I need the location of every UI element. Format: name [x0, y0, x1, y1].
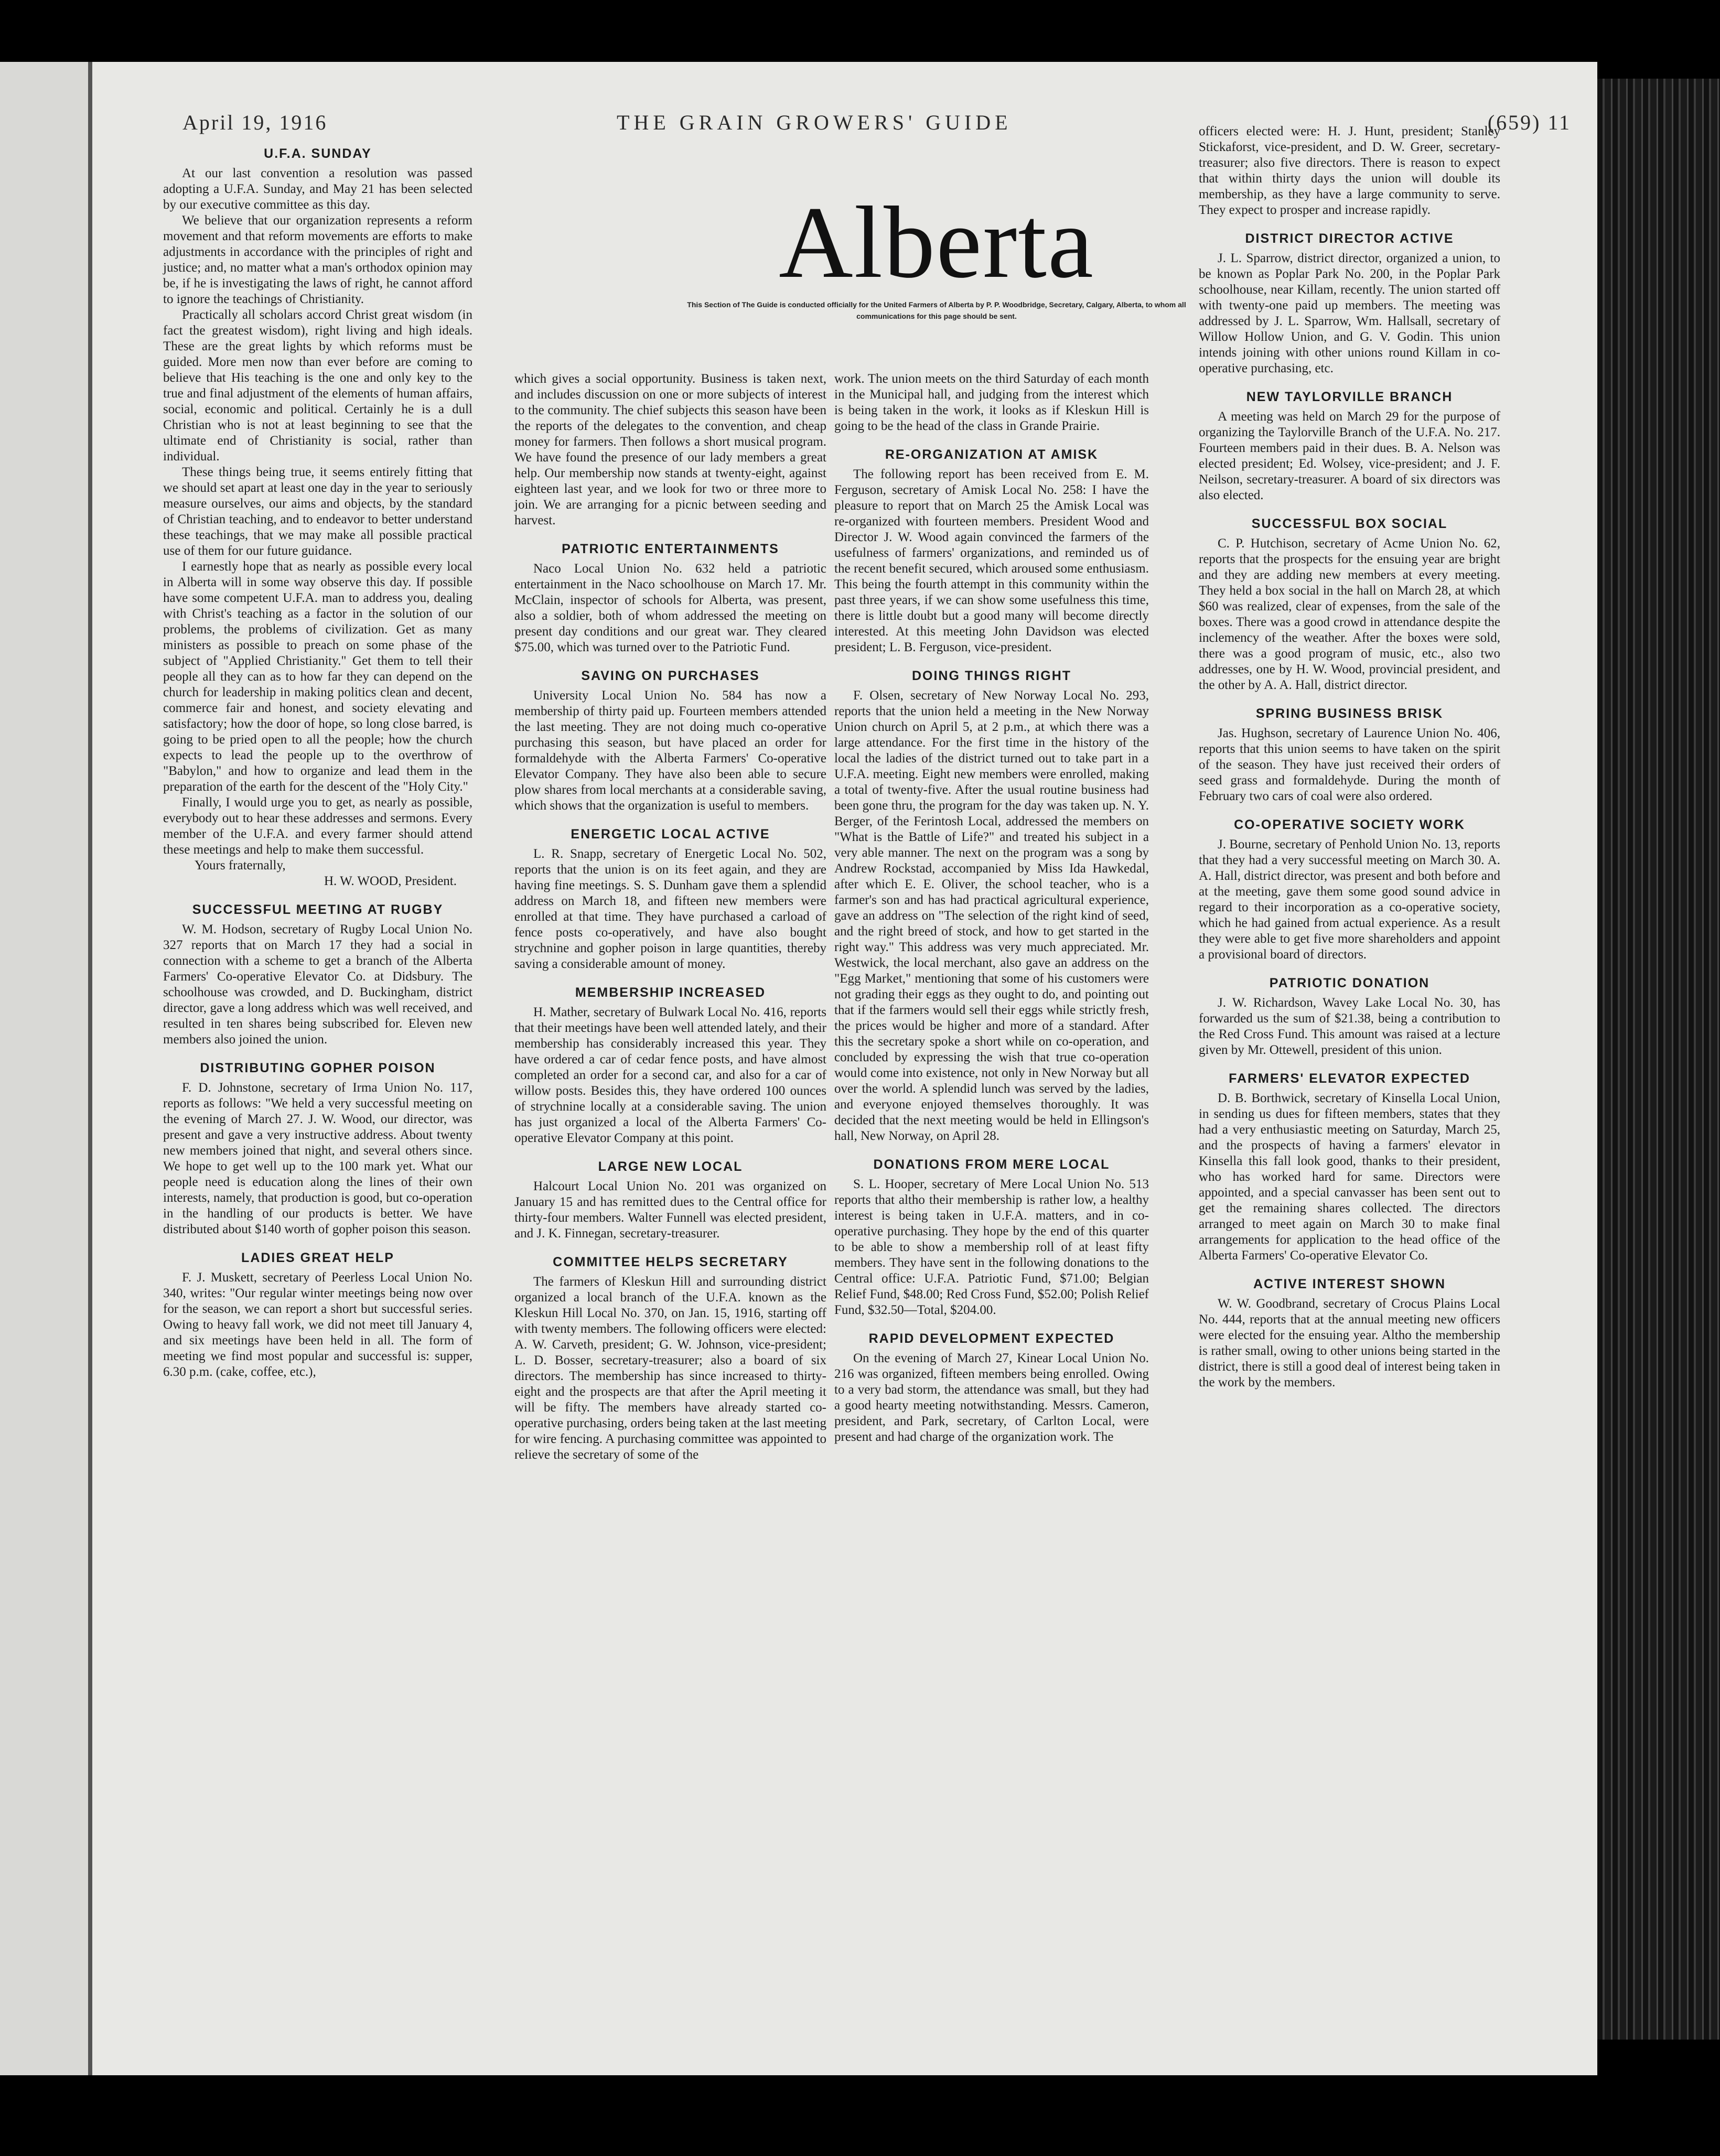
paragraph: W. M. Hodson, secretary of Rugby Local Union No. 327 reports that on March 17 they had a social in connection with a scheme to get a branch of the Alberta Farmers' Co-operative Elevator Co. at Didsbury. The schoolhouse was crowded, and D. Buckingham, district director, gave a long address which was well received, and resulted in ten shares being subscribed for. Eleven new members also joined the union. [163, 922, 472, 1047]
paragraph: J. Bourne, secretary of Penhold Union No. 13, reports that they had a very successful meeting on March 30. A. A. Hall, district director, was present and both before and at the meeting, gave them some good sound advice in regard to their incorporation as a co-operative society, which he had gained from actual experience. As a result they were able to get five more shareholders and appoint a provisional board of directors. [1199, 837, 1500, 962]
article-heading: LADIES GREAT HELP [241, 1251, 394, 1265]
article-heading: DONATIONS FROM MERE LOCAL [873, 1157, 1110, 1172]
paragraph: Finally, I would urge you to get, as nearly as possible, everybody out to hear these addresses and sermons. Every member of the U.F.A. and every farmer should attend these meetings and help to make them successful. [163, 795, 472, 857]
paragraph: H. Mather, secretary of Bulwark Local No. 416, reports that their meetings have been well attended lately, and their membership has considerably increased this year. They have ordered a car of cedar fence posts, and have almost completed an order for a second car, and also for a car of willow posts. Besides this, they have ordered 100 ounces of strychnine locally at a considerable saving. The union has just organized a local of the Alberta Farmers' Co-operative Elevator Company at this point. [514, 1005, 826, 1145]
article-heading: DISTRIBUTING GOPHER POISON [200, 1061, 436, 1075]
paragraph: S. L. Hooper, secretary of Mere Local Union No. 513 reports that altho their membership is rather low, a healthy interest is being taken in U.F.A. matters, and in co-operative purchasing. They hope by the end of this quarter to be able to show a membership roll of at least fifty members. They have sent in the following donations to the Central office: U.F.A. Patriotic Fund, $71.00; Belgian Relief Fund, $48.00; Red Cross Fund, $52.00; Polish Relief Fund, $32.50—Total, $204.00. [834, 1177, 1149, 1317]
paragraph: Practically all scholars accord Christ great wisdom (in fact the greatest wisdom), right living and high ideals. These are the great lights by which reforms must be guided. More men now than ever before are coming to believe that His teaching is the one and only key to the true and final adjustment of the elements of human affairs, social, economic and political. Certainly he is a dull Christian who is not at least beginning to see that the ultimate end of Christianity is social, rather than individual. [163, 308, 472, 463]
paragraph: Halcourt Local Union No. 201 was organized on January 15 and has remitted dues to the Central office for thirty-four members. Walter Funnell was elected president, and J. K. Finnegan, secretary-treasurer. [514, 1179, 826, 1241]
signature: H. W. WOOD, President. [324, 874, 457, 888]
closing: Yours fraternally, [195, 858, 286, 872]
paragraph: A meeting was held on March 29 for the purpose of organizing the Taylorville Branch of the U.F.A. No. 217. Fourteen members paid in their dues. B. A. Nelson was elected president; Ed. Wolsey, vice-president; and J. F. Neilson, secretary-treasurer. A board of six directors was also elected. [1199, 409, 1500, 502]
paragraph: which gives a social opportunity. Business is taken next, and includes discussion on one or more subjects of interest to the community. The chief subjects this season have been the reports of the delegates to the convention, and cheap money for farmers. Then follows a short musical program. We have found the presence of our lady members a great help. Our membership now stands at twenty-eight, against eighteen last year, and we look for two or three more to join. We are arranging for a picnic between seeding and harvest. [514, 372, 826, 527]
paragraph: At our last convention a resolution was passed adopting a U.F.A. Sunday, and May 21 has been selected by our executive committee as this day. [163, 166, 472, 212]
paragraph: On the evening of March 27, Kinear Local Union No. 216 was organized, fifteen members being enrolled. Owing to a very bad storm, the attendance was small, but they had a good hearty meeting notwithstanding. Messrs. Cameron, president, and Park, secretary, of Carlton Local, were present and had charge of the organization work. The [834, 1351, 1149, 1444]
column-1 [163, 146, 472, 1380]
article-heading: SPRING BUSINESS BRISK [1255, 706, 1444, 721]
paragraph: officers elected were: H. J. Hunt, president; Stanley Stickaforst, vice-president, and D. W. Greer, secretary-treasurer; also five directors. There is reason to expect that within thirty days the union will double its membership, as they have a large community to serve. They expect to prosper and increase rapidly. [1199, 124, 1500, 217]
column-4 [1199, 124, 1500, 1390]
section-title: Alberta [779, 186, 1094, 299]
article-heading: COMMITTEE HELPS SECRETARY [553, 1255, 788, 1269]
article-heading: CO-OPERATIVE SOCIETY WORK [1234, 817, 1465, 832]
paragraph: I earnestly hope that as nearly as possible every local in Alberta will in some way observe this day. If possible have some competent U.F.A. man to address you, dealing with Christ's teaching as a factor in the solution of our problems, the problems of civilization. Get as many ministers as possible to preach on some phase of the subject of "Applied Christianity." Get them to tell their people all they can as to how far they can depend on the church for leadership in making politics clean and decent, commerce fair and honest, and society elevating and satisfactory; how the door of hope, so long close barred, is going to be pried open to all the people; how the church expects to lead the people up to the overthrow of "Babylon," and how to organize and lead them in the preparation of the earth for the descent of the "Holy City." [163, 559, 472, 794]
paragraph: We believe that our organization represents a reform movement and that reform movements are efforts to make adjustments in accordance with the principles of right and justice; and, no matter what a man's orthodox opinion may be, if he is investigating the laws of right, he cannot afford to ignore the teachings of Christianity. [163, 213, 472, 306]
article-heading: SUCCESSFUL BOX SOCIAL [1251, 516, 1448, 531]
paragraph: F. J. Muskett, secretary of Peerless Local Union No. 340, writes: "Our regular winter meetings being now over for the season, we can report a short but successful series. Owing to heavy fall work, we did not meet till January 4, and six meetings have been held in all. The form of meeting we find most popular and successful is: supper, 6.30 p.m. (cake, coffee, etc.), [163, 1270, 472, 1379]
article-heading: PATRIOTIC DONATION [1269, 976, 1430, 990]
paragraph: F. Olsen, secretary of New Norway Local No. 293, reports that the union held a meeting in the New Norway Union church on April 5, at 2 p.m., at which there was a large attendance. For the first time in the history of the local the ladies of the district turned out to take part in a U.F.A. meeting. Eight new members were enrolled, making a total of twenty-five. After the usual routine business had been gone thru, the program for the day was taken up. N. Y. Berger, of the Ferintosh Local, addressed the members on "What is the Battle of Life?" and treated his subject in a very able manner. The next on the program was a song by Andrew Rockstad, accompanied by Miss Ida Hawkedal, after which E. E. Oliver, the school teacher, who is a farmer's son and has had practical agricultural experience, gave an address on "The selection of the right kind of seed, and the right breed of stock, and how to get started in the right way." This address was very much appreciated. Mr. Westwick, the local merchant, also gave an address on the "Egg Market," mentioning that some of his customers were not grading their eggs as they ought to do, and pointing out that if the farmers would sell their eggs while strictly fresh, the prices would be higher and more of a standard. After this the secretary spoke a short while on co-operation, and concluded by expressing the wish that true co-operation would come into existence, not only in New Norway but all over the world. A splendid lunch was served by the ladies, and everyone enjoyed themselves thoroughly. It was decided that the next meeting would be held in Ellingson's hall, New Norway, on April 28. [834, 688, 1149, 1143]
article-heading: SAVING ON PURCHASES [581, 669, 760, 683]
paragraph: Jas. Hughson, secretary of Laurence Union No. 406, reports that this union seems to have taken on the spirit of the season. They have just received their orders of seed grass and formaldehyde. During the month of February two cars of coal were also ordered. [1199, 726, 1500, 803]
paragraph: J. L. Sparrow, district director, organized a union, to be known as Poplar Park No. 200, in the Poplar Park schoolhouse, near Killam, recently. The union started off with twenty-one paid up members. The meeting was addressed by J. L. Sparrow, Wm. Hallsall, secretary of Willow Hollow Union, and G. V. Godin. This union intends joining with other unions round Killam in co-operative purchasing, etc. [1199, 251, 1500, 375]
article-heading: PATRIOTIC ENTERTAINMENTS [562, 542, 779, 556]
page-number: (659) 11 [1487, 111, 1571, 134]
paragraph: L. R. Snapp, secretary of Energetic Local No. 502, reports that the union is on its feet again, and they are having fine meetings. S. S. Dunham gave them a splendid address on March 18, and fifteen new members were enrolled at that time. They have purchased a carload of fence posts co-operatively, and have also bought strychnine and gopher poison in large quantities, thereby saving a considerable amount of money. [514, 847, 826, 971]
paragraph: work. The union meets on the third Saturday of each month in the Municipal hall, and judging from the interest which is being taken in the work, it looks as if Kleskun Hill is going to be the head of the class in Grande Prairie. [834, 372, 1149, 433]
paragraph: F. D. Johnstone, secretary of Irma Union No. 117, reports as follows: "We held a very successful meeting on the evening of March 27. J. W. Wood, our director, was present and gave a very instructive address. About twenty new members joined that night, and several others since. We hope to get well up to the 100 mark yet. What our people need is education along the lines of their own interests, namely, that production is good, but co-operation in the handling of our products is better. We have distributed about $140 worth of gopher poison this season. [163, 1081, 472, 1236]
paragraph: The following report has been received from E. M. Ferguson, secretary of Amisk Local No. 258: I have the pleasure to report that on March 25 the Amisk Local was re-organized with fourteen members. President Wood and Director J. W. Wood again convinced the farmers of the usefulness of farmers' organizations, and reminded us of the recent benefit secured, which aroused some enthusiasm. This being the fourth attempt in this community within the past three years, if we can show some usefulness this time, there is little doubt but a good many will become directly interested. At this meeting John Davidson was elected president; L. B. Ferguson, vice-president. [834, 467, 1149, 654]
article-heading: U.F.A. SUNDAY [264, 146, 372, 161]
column-2 [514, 371, 826, 1463]
article-heading: FARMERS' ELEVATOR EXPECTED [1229, 1071, 1470, 1086]
previous-page-margin [0, 62, 88, 2075]
issue-date: April 19, 1916 [182, 111, 328, 134]
paragraph: University Local Union No. 584 has now a membership of thirty paid up. Fourteen members attended the last meeting. They are not doing much co-operative purchasing this season, but have placed an order for formaldehyde with the Alberta Farmers' Co-operative Elevator Company. They have also been able to secure plow shares from local merchants at a considerable saving, which shows that the organization is useful to members. [514, 688, 826, 813]
paragraph: These things being true, it seems entirely fitting that we should set apart at least one day in the year to seriously measure ourselves, our aims and objects, by the standard of Christian teaching, and to endeavor to better understand these teachings, that we may make all possible practical use of them for our future guidance. [163, 465, 472, 558]
article-heading: ACTIVE INTEREST SHOWN [1253, 1277, 1446, 1291]
paragraph: D. B. Borthwick, secretary of Kinsella Local Union, in sending us dues for fifteen members, states that they had a very enthusiastic meeting on Saturday, March 25, and the prospects of having a farmers' elevator in Kinsella this fall look good, thanks to their president, who has worked hard for same. Directors were appointed, and a special canvasser has been sent out to get the remaining shares collected. The directors arranged to meet again on March 30 to make final arrangements for application to the head office of the Alberta Farmers' Co-operative Elevator Co. [1199, 1091, 1500, 1263]
paragraph: The farmers of Kleskun Hill and surrounding district organized a local branch of the U.F.A. known as the Kleskun Hill Local No. 370, on Jan. 15, 1916, starting off with twenty members. The following officers were elected: A. W. Carveth, president; G. W. Johnson, vice-president; L. D. Bosser, secretary-treasurer; also a board of six directors. The membership has since increased to thirty-eight and the prospects are that after the April meeting it will be fifty. The members have already started co-operative purchasing, orders being taken at the last meeting for wire fencing. A purchasing committee was appointed to relieve the secretary of some of the [514, 1275, 826, 1462]
paragraph: W. W. Goodbrand, secretary of Crocus Plains Local No. 444, reports that at the annual meeting new officers were elected for the ensuing year. Altho the membership is rather small, owing to other unions being started in the district, there is still a good deal of interest being taken in the work by the members. [1199, 1297, 1500, 1389]
book-page-edges [1597, 79, 1720, 2040]
article-heading: ENERGETIC LOCAL ACTIVE [571, 827, 770, 842]
article-heading: RE-ORGANIZATION AT AMISK [885, 447, 1099, 462]
publication-name: THE GRAIN GROWERS' GUIDE [617, 111, 1012, 134]
article-heading: RAPID DEVELOPMENT EXPECTED [868, 1331, 1115, 1346]
article-heading: NEW TAYLORVILLE BRANCH [1246, 390, 1453, 404]
article-heading: SUCCESSFUL MEETING AT RUGBY [192, 902, 444, 917]
paragraph: J. W. Richardson, Wavey Lake Local No. 30, has forwarded us the sum of $21.38, being a contribution to the Red Cross Fund. This amount was raised at a lecture given by Mr. Ottewell, president of this union. [1199, 996, 1500, 1057]
book-gutter [88, 62, 92, 2075]
newspaper-page [92, 62, 1597, 2075]
paragraph: Naco Local Union No. 632 held a patriotic entertainment in the Naco schoolhouse on March 17. Mr. McClain, inspector of schools for Alberta, was present, also a soldier, both of whom addressed the meeting on present day conditions and our great war. They cleared $75.00, which was turned over to the Patriotic Fund. [514, 562, 826, 654]
article-heading: MEMBERSHIP INCREASED [575, 985, 766, 1000]
article-heading: DOING THINGS RIGHT [911, 669, 1072, 683]
section-masthead [659, 186, 1214, 322]
article-heading: DISTRICT DIRECTOR ACTIVE [1245, 231, 1454, 246]
section-note: This Section of The Guide is conducted officially for the United Farmers of Alberta by P. P. Woodbridge, Secretary, Calgary, Alberta, to whom all communications for this page should be sent. [687, 300, 1186, 320]
paragraph: C. P. Hutchison, secretary of Acme Union No. 62, reports that the prospects for the ensuing year are bright and they are adding new members at every meeting. They held a box social in the hall on March 28, at which $60 was realized, clear of expenses, from the sale of the boxes. There was a good crowd in attendance despite the inclemency of the weather. After the boxes were sold, there was a good program of music, etc., also two addresses, one by H. W. Wood, provincial president, and the other by A. A. Hall, district director. [1199, 536, 1500, 692]
column-3 [834, 371, 1149, 1445]
article-heading: LARGE NEW LOCAL [598, 1159, 743, 1174]
